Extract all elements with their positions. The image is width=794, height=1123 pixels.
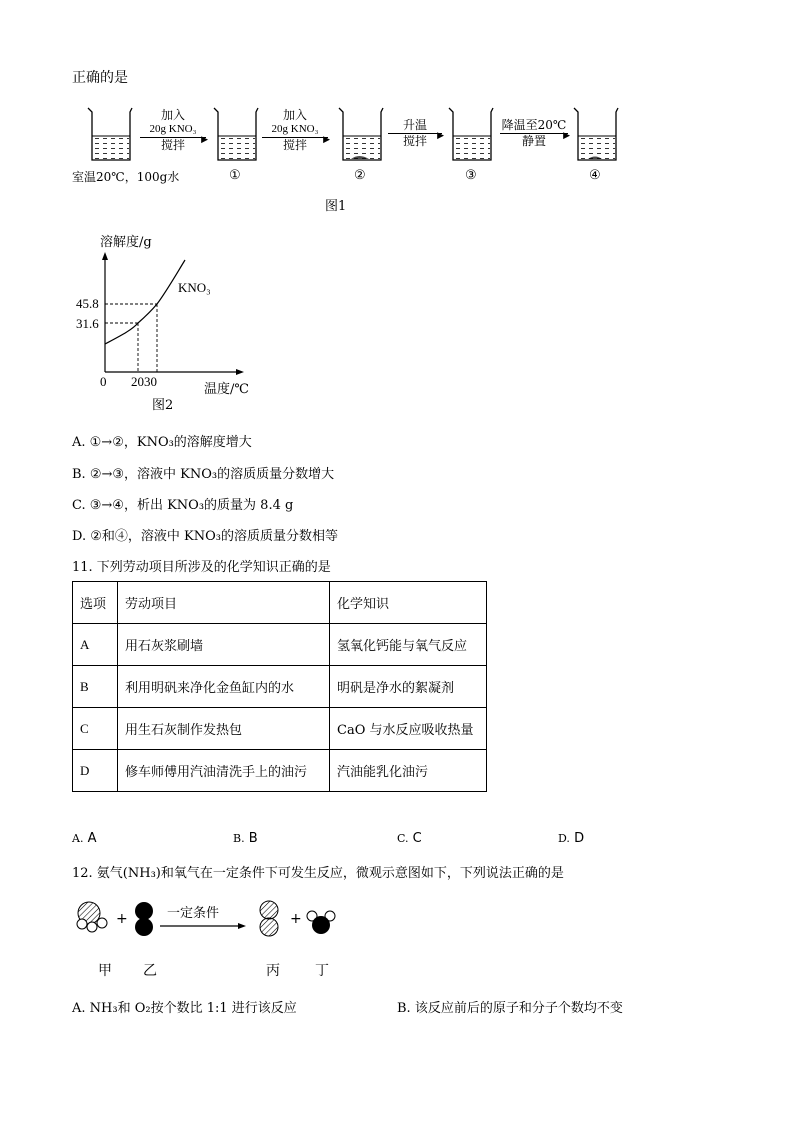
arrow-3-bot: 搅拌 [402,134,427,148]
table-cell: 修车师傅用汽油清洗手上的油污 [118,750,330,792]
beaker-1-label: ① [229,168,241,183]
table-cell: 汽油能乳化油污 [330,750,487,792]
table-cell: 明矾是净水的絮凝剂 [330,666,487,708]
figure-2-caption: 图2 [152,398,174,413]
reaction-arrowhead [238,923,246,929]
label-jia: 甲 [98,963,112,979]
q11-choice-c[interactable] [397,831,422,846]
beaker-2-label: ② [354,168,366,183]
kno3-curve [105,260,185,344]
beaker-4 [572,106,620,164]
arrow-3-top: 升温 [402,118,427,132]
q11-table [72,581,487,792]
table-cell: 利用明矾来净化金鱼缸内的水 [118,666,330,708]
fig2-xticks: 2030 [131,374,157,389]
q11-choice-d[interactable] [558,831,584,846]
beaker-0 [86,106,134,164]
arrow-4: 降温至20℃ ▶ 静置 [501,118,570,148]
solubility-chart [90,250,250,385]
table-cell: C [73,708,118,750]
q10-option-b[interactable]: B. ②→③，溶液中 KNO₃的溶质质量分数增大 [72,467,335,482]
q11-question: 11. 下列劳动项目所涉及的化学知识正确的是 [72,560,331,575]
arrow-1-mid: 20g KNO₃ [149,123,197,135]
label-yi: 乙 [143,963,157,979]
table-cell: 氢氧化钙能与氧气反应 [330,624,487,666]
reaction-condition: 一定条件 [167,906,220,921]
arrow-1: 加入 20g KNO₃ ▶ 搅拌 [140,108,206,152]
q12-option-b[interactable]: B. 该反应前后的原子和分子个数均不变 [397,1001,623,1016]
beaker-3-label: ③ [465,168,477,183]
table-cell: 用石灰浆刷墙 [118,624,330,666]
arrow-1-bot: 搅拌 [160,138,185,152]
fig2-series-label: KNO₃ [178,280,211,295]
table-header-cell: 选项 [73,582,118,624]
beaker-1 [212,106,260,164]
table-row [73,750,487,792]
arrow-2-bot: 搅拌 [282,138,307,152]
arrow-1-top: 加入 [160,108,185,122]
molecule-o2 [135,902,153,936]
fig2-xlabel: 温度/℃ [204,382,249,397]
figure-1-caption: 图1 [325,199,347,214]
table-cell: CaO 与水反应吸收热量 [330,708,487,750]
beaker-0-label: 室温20℃，100g水 [72,170,180,184]
table-cell: A [73,624,118,666]
choice-value: A [87,831,97,846]
table-header-row [73,582,487,624]
table-row [73,624,487,666]
arrow-3: 升温 ▶ 搅拌 [388,118,442,148]
molecule-h2o [307,911,335,934]
y-axis-arrow [102,252,108,260]
arrow-2-top: 加入 [282,108,307,122]
choice-letter: D. [558,832,570,845]
label-bing: 丙 [266,963,280,979]
choice-letter: B. [233,832,245,845]
plus-sign-2: + [290,911,302,927]
x-axis-arrow [236,369,244,375]
q12-option-a[interactable]: A. NH₃和 O₂按个数比 1:1 进行该反应 [72,1001,297,1016]
table-cell: 用生石灰制作发热包 [118,708,330,750]
table-cell: B [73,666,118,708]
fig2-ytick-45-8: 45.8 [76,296,99,311]
table-header-cell: 劳动项目 [118,582,330,624]
arrow-2: 加入 20g KNO₃ ▶ 搅拌 [262,108,328,152]
choice-value: C [412,831,422,846]
beaker-3 [447,106,495,164]
q12-question: 12. 氨气(NH₃)和氧气在一定条件下可发生反应，微观示意图如下，下列说法正确的是 [72,866,564,881]
q10-option-a[interactable]: A. ①→②，KNO₃的溶解度增大 [72,435,252,450]
arrow-2-mid: 20g KNO₃ [271,123,319,135]
choice-value: D [574,831,585,846]
fig2-ylabel: 溶解度/g [100,235,152,250]
choice-letter: C. [397,832,409,845]
table-header-cell: 化学知识 [330,582,487,624]
table-row [73,708,487,750]
arrow-4-bot: 静置 [521,134,546,148]
q11-choice-a[interactable] [72,831,97,846]
q10-option-d[interactable]: D. ②和④，溶液中 KNO₃的溶质质量分数相等 [72,529,338,544]
table-cell: D [73,750,118,792]
choice-value: B [248,831,258,846]
intro-text: 正确的是 [72,70,128,86]
q10-option-c[interactable]: C. ③→④，析出 KNO₃的质量为 8.4 g [72,498,294,513]
arrow-4-top: 降温至20℃ [501,118,567,132]
fig2-origin: 0 [100,374,107,389]
fig2-ytick-31-6: 31.6 [76,316,99,331]
label-ding: 丁 [315,963,329,979]
beaker-2 [337,106,385,164]
table-row [73,666,487,708]
beaker-4-label: ④ [589,168,601,183]
molecule-nh3 [77,902,107,932]
q11-choice-b[interactable] [233,831,258,846]
plus-sign-1: + [116,911,128,927]
molecule-n2 [260,901,278,936]
choice-letter: A. [72,832,84,845]
